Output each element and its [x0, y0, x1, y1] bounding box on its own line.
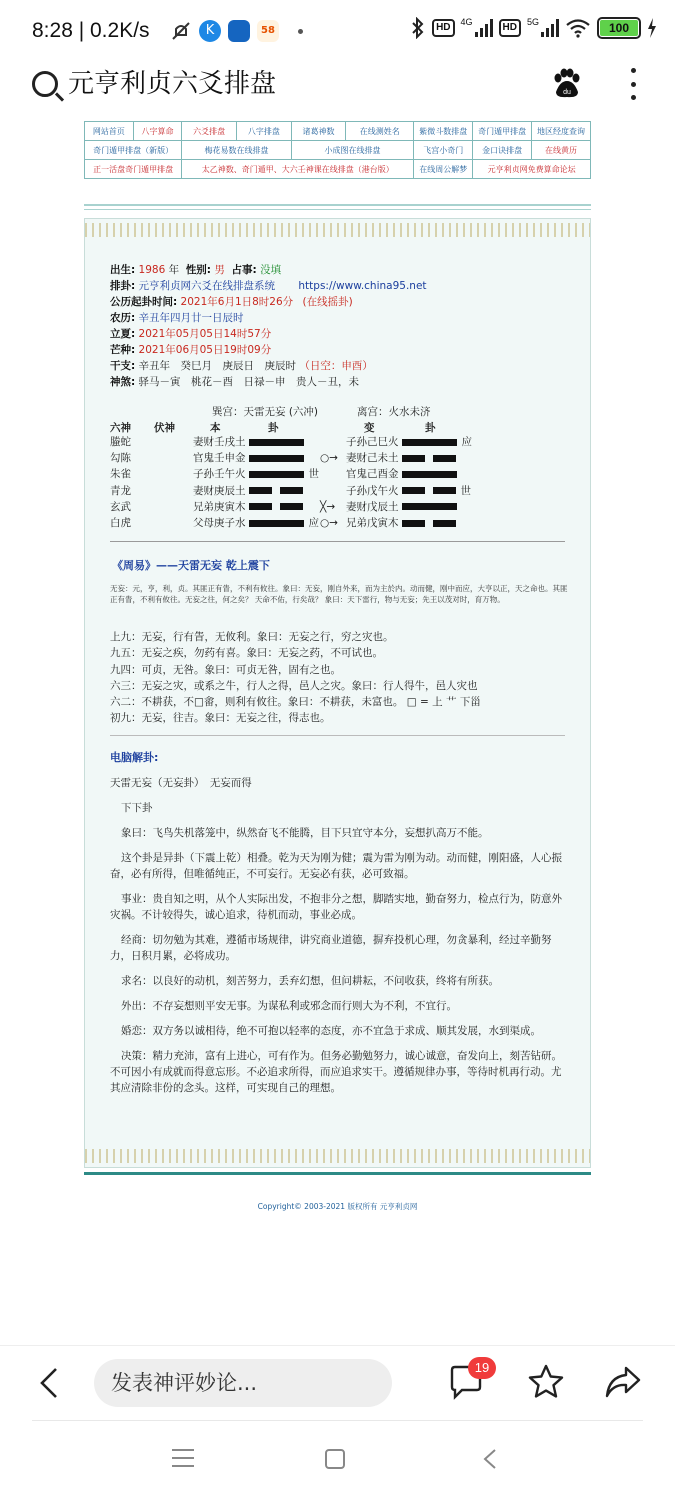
nav-link[interactable]: 金口诀排盘 [473, 141, 532, 160]
nav-link[interactable]: 奇门遁甲排盘 [473, 122, 532, 141]
bian-yao-row [346, 499, 472, 515]
main-palace: 巽宫：天雷无妄 (六冲) [212, 406, 319, 418]
battery-level: 100 [600, 20, 638, 36]
paigua-label: 排卦: [110, 280, 136, 292]
kongwang-value: （日空：申酉） [299, 360, 373, 372]
shi-ying-mark: 应 [308, 517, 319, 530]
yao-text: 九五：无妄之疾，勿药有喜。象曰：无妄之药，不可试也。 [110, 647, 383, 660]
yang-line-bar [249, 439, 304, 446]
yao-text: 六二：不耕获，不□畬，则利有攸往。象曰：不耕获，未富也。 □ = 上 艹 下甾 [110, 696, 481, 709]
col-gua: 卦 [268, 422, 279, 434]
ganzhi-value: 辛丑年 癸巳月 庚辰日 庚辰时 [138, 360, 297, 372]
wifi-icon [565, 18, 591, 38]
bian-yao-label: 兄弟戊寅木 [346, 517, 399, 530]
nav-link[interactable]: 飞宫小奇门 [414, 141, 473, 160]
system-nav-bar [0, 1440, 675, 1480]
star-icon[interactable] [527, 1363, 565, 1401]
yin-line-bar [280, 487, 303, 494]
hd-badge-2: HD [499, 19, 521, 37]
system-back-icon[interactable] [482, 1448, 498, 1470]
ornament-border-bottom [85, 1149, 590, 1163]
yin-line-bar [249, 487, 272, 494]
58-app-icon: 58 [257, 20, 279, 42]
info-row-mangzhong [110, 342, 271, 358]
ben-yao-row [193, 434, 319, 450]
moving-line-mark [320, 483, 338, 499]
liushen-label: 青龙 [110, 484, 131, 497]
nav-link[interactable]: 六爻排盘 [182, 122, 237, 141]
info-row-time [110, 294, 353, 310]
ben-yao-label: 子孙壬午火 [193, 468, 246, 481]
ai-para: 事业：贵自知之明，从个人实际出发，不抱非分之想，脚踏实地，勤奋努力，检点行为，防意外灾祸。不计较得失，诚心追求，待机而动，事业必成。 [110, 893, 562, 921]
liushen-label: 玄武 [110, 500, 131, 513]
ben-yao-label: 妻财壬戌土 [193, 436, 246, 448]
ben-yao-row [193, 450, 319, 466]
shi-ying-mark: 世 [308, 468, 319, 481]
info-row-lunar [110, 310, 244, 326]
moving-line-mark: ○→ [320, 517, 338, 530]
bian-yao-label: 子孙己巳火 [346, 436, 399, 448]
ai-interpretation-title: 电脑解卦: [110, 751, 159, 764]
col-liushen: 六神 [110, 422, 131, 434]
site-nav-table [84, 121, 591, 179]
lunar-label: 农历: [110, 312, 136, 324]
yao-text: 上九：无妄，行有眚，无攸利。象曰：无妄之行，穷之灾也。 [110, 631, 394, 643]
site-url-link[interactable]: https://www.china95.net [298, 280, 427, 292]
yao-text: 六三：无妄之灾，或系之牛，行人之得，邑人之灾。象曰：行人得牛，邑人灾也 [110, 679, 478, 692]
ben-yao-row [193, 466, 319, 482]
silent-bell-icon [170, 20, 192, 42]
back-icon[interactable] [38, 1366, 60, 1400]
yang-line-bar [402, 503, 457, 510]
liushen-label: 螣蛇 [110, 436, 131, 448]
shield-app-icon [228, 20, 250, 42]
yang-line-bar [402, 471, 457, 478]
shi-ying-mark: 世 [460, 484, 471, 497]
divider [32, 1420, 643, 1421]
ben-yao-row [193, 515, 319, 531]
bian-yao-label: 子孙戊午火 [346, 484, 399, 497]
gregorian-time: 2021年6月1日8时26分 [180, 296, 294, 308]
charging-icon [647, 18, 657, 38]
bian-yao-row [346, 483, 472, 499]
nav-row-3 [85, 160, 591, 179]
signal-icon-1 [475, 19, 493, 37]
yao-text: 初九：无妄，往吉。象曰：无妄之往，得志也。 [110, 712, 331, 725]
home-icon[interactable] [325, 1449, 345, 1469]
paw-icon[interactable] [550, 68, 582, 100]
shensha-label: 神煞: [110, 376, 136, 388]
nav-link[interactable]: 奇门遁甲排盘（新版） [85, 141, 182, 160]
birth-year: 1986 [138, 264, 166, 276]
shensha-value: 驿马－寅 桃花－酉 日禄－申 贵人－丑，未 [138, 376, 360, 388]
nav-row-2 [85, 141, 591, 160]
info-row-paigua [110, 278, 427, 294]
nav-link[interactable]: 小成图在线排盘 [291, 141, 414, 160]
year-unit: 年 [168, 264, 180, 276]
nav-link[interactable]: 元亨利贞网免费算命论坛 [473, 160, 591, 179]
nav-link[interactable]: 在线黄历 [532, 141, 591, 160]
yin-line-bar [249, 503, 272, 510]
section-divider [110, 541, 565, 542]
status-dot [298, 29, 303, 34]
ai-para: 天雷无妄（无妄卦） 无妄而得 [110, 777, 252, 789]
nav-link[interactable]: 八字算命 [133, 122, 182, 141]
hd-badge-1: HD [432, 19, 454, 37]
lixia-label: 立夏: [110, 328, 136, 340]
yao-texts [110, 629, 481, 727]
yang-line-bar [402, 439, 457, 446]
share-icon[interactable] [604, 1364, 642, 1400]
yin-line-bar [433, 487, 456, 494]
nav-link[interactable]: 紫微斗数排盘 [414, 122, 473, 141]
info-row-shensha [110, 374, 359, 390]
paigua-system-link[interactable]: 元亨利贞网六爻在线排盘系统 [138, 280, 276, 292]
signal-icon-2 [541, 19, 559, 37]
changed-palace: 离宫：火水未济 [357, 406, 431, 418]
ben-yao-label: 妻财庚辰土 [193, 484, 246, 497]
ai-para: 求名：以良好的动机，刻苦努力，丢弃幻想，但问耕耘，不问收获，终将有所获。 [121, 975, 499, 987]
bian-gua-column [346, 434, 472, 531]
ai-para: 经商：切勿勉为其难，遵循市场规律，讲究商业道德，摒弃投机心理，勿贪暴利，经过辛勤努力，日积月累，必将成功。 [110, 934, 552, 962]
yin-line-bar [402, 520, 425, 527]
time-label: 公历起卦时间: [110, 296, 178, 308]
col-bian: 变 [364, 422, 375, 434]
yin-line-bar [402, 455, 425, 462]
k-app-icon: K [199, 20, 221, 42]
zhouyi-text: 无妄：元，亨，利，贞。其匪正有眚，不利有攸往。象曰：无妄，刚自外来，而为主於内。动而健，刚中而应，大亨以正，天之命也。其匪正有眚，不利有攸往。无妄之往，何之矣？ 天命不佑，行矣哉？ 象曰：天下雷行，物与无妄；先王以茂对时，育万物。 [110, 584, 568, 604]
battery-icon [597, 17, 641, 39]
moving-line-mark: ○→ [320, 452, 338, 465]
shi-ying-mark: 应 [461, 436, 472, 448]
col-ben: 本 [210, 422, 221, 434]
zhouyi-title: 《周易》——天雷无妄 乾上震下 [112, 559, 270, 572]
gender-label: 性别: [185, 264, 212, 276]
copyright: Copyright© 2003-2021 版权所有 元亨利贞网 [257, 1202, 418, 1211]
mangzhong-label: 芒种: [110, 344, 136, 356]
col-fushen: 伏神 [154, 422, 175, 434]
info-row-birth [110, 262, 281, 278]
lixia-date: 2021年05月05日14时57分 [138, 328, 272, 340]
bian-yao-row [346, 515, 472, 531]
bian-yao-label: 妻财戊辰土 [346, 500, 399, 513]
moving-line-mark [320, 434, 338, 450]
nav-link[interactable]: 正一活盘奇门遁甲排盘 [85, 160, 182, 179]
yin-line-bar [433, 520, 456, 527]
bian-yao-row [346, 466, 472, 482]
yang-line-bar [249, 455, 304, 462]
question-label: 占事: [231, 264, 257, 276]
yang-line-bar [249, 520, 304, 527]
status-time: 8:28 | 0.2K/s [32, 19, 150, 42]
gender-value: 男 [214, 264, 225, 276]
question-value: 没填 [260, 264, 282, 276]
nav-link[interactable]: 在线周公解梦 [414, 160, 473, 179]
divider [84, 204, 591, 210]
bluetooth-icon [410, 17, 426, 39]
status-app-icons [170, 20, 303, 42]
nav-link[interactable]: 诸葛神数 [291, 122, 346, 141]
ai-para: 下下卦 [121, 802, 153, 814]
nav-link[interactable]: 梅花易数在线排盘 [182, 141, 291, 160]
nav-row-1 [85, 122, 591, 141]
ben-yao-label: 兄弟庚寅木 [193, 500, 246, 513]
lunar-date: 辛丑年四月廿一日辰时 [138, 312, 244, 324]
more-icon[interactable] [628, 68, 638, 100]
nav-link[interactable]: 地区经度查询 [532, 122, 591, 141]
ben-yao-label: 父母庚子水 [193, 517, 246, 530]
mangzhong-date: 2021年06月05日19时09分 [138, 344, 272, 356]
ben-yao-row [193, 483, 319, 499]
ai-para: 婚恋：双方务以诚相待，绝不可抱以轻率的态度，亦不宜急于求成、顺其发展，水到渠成。 [121, 1025, 541, 1037]
move-column [320, 434, 338, 531]
bian-yao-label: 官鬼己酉金 [346, 468, 399, 481]
status-right [410, 17, 657, 39]
ganzhi-label: 干支: [110, 360, 136, 372]
browser-bottom-bar [0, 1345, 675, 1420]
svg-text:du: du [563, 89, 571, 96]
recents-icon[interactable] [172, 1449, 194, 1467]
page-title[interactable]: 元亨利贞六爻排盘 [68, 69, 277, 99]
ai-para: 这个卦是异卦（下震上乾）相叠。乾为天为刚为健；震为雷为刚为动。动而健，刚阳盛，人心振奋，必有所得，但唯循纯正，不可妄行。无妄必有获，必可致福。 [110, 852, 562, 880]
nav-link[interactable]: 网站首页 [85, 122, 134, 141]
footer-rule [84, 1172, 591, 1175]
ben-gua-column [193, 434, 319, 531]
yin-line-bar [433, 455, 456, 462]
bian-yao-row [346, 450, 472, 466]
liushen-label: 白虎 [110, 517, 131, 530]
net-4g-label: 4G [460, 17, 473, 27]
bian-yao-label: 妻财己未土 [346, 452, 399, 465]
nav-link[interactable]: 太乙神数、奇门遁甲、大六壬神课在线排盘（港台版） [182, 160, 414, 179]
yao-text: 九四：可贞，无咎。象曰：可贞无咎，固有之也。 [110, 663, 341, 676]
liushen-label: 勾陈 [110, 452, 131, 465]
col-gua2: 卦 [425, 422, 436, 434]
divination-method: (在线摇卦) [302, 296, 353, 308]
liushen-column [110, 434, 131, 531]
nav-link[interactable]: 在线测姓名 [346, 122, 414, 141]
liushen-label: 朱雀 [110, 468, 131, 481]
comment-count-badge: 19 [468, 1357, 496, 1379]
nav-link[interactable]: 八字排盘 [237, 122, 292, 141]
section-divider [110, 735, 565, 736]
ben-yao-label: 官鬼壬申金 [193, 452, 246, 465]
ai-para: 决策：精力充沛，富有上进心，可有作为。但务必勤勉努力，诚心诚意，奋发向上，刻苦钻研。不可因小有成就而得意忘形。不必追求所得，而应追求实干。遵循规律办事，等待时机再行动。尤其应清除非份的念头。这样，可实现自己的理想。 [110, 1050, 562, 1094]
status-bar [0, 0, 675, 66]
moving-line-mark: ╳→ [320, 500, 336, 513]
ornament-border-top [85, 223, 590, 237]
ben-yao-row [193, 499, 319, 515]
ai-interpretation-body [110, 775, 568, 1105]
yin-line-bar [280, 503, 303, 510]
birth-label: 出生: [110, 264, 136, 276]
yang-line-bar [249, 471, 304, 478]
info-row-lixia [110, 326, 271, 342]
net-5g-label: 5G [526, 17, 539, 27]
bian-yao-row [346, 434, 472, 450]
ai-para: 外出：不存妄想则平安无事。为谋私利或邪念而行则大为不利，不宜行。 [121, 1000, 457, 1012]
moving-line-mark [320, 466, 338, 482]
search-icon[interactable] [32, 71, 58, 97]
info-row-ganzhi [110, 358, 373, 374]
comment-input[interactable]: 发表神评妙论... [94, 1359, 392, 1407]
yin-line-bar [402, 487, 425, 494]
ai-para: 象曰：飞鸟失机落笼中，纵然奋飞不能腾，目下只宜守本分，妄想扒高万不能。 [121, 827, 489, 839]
